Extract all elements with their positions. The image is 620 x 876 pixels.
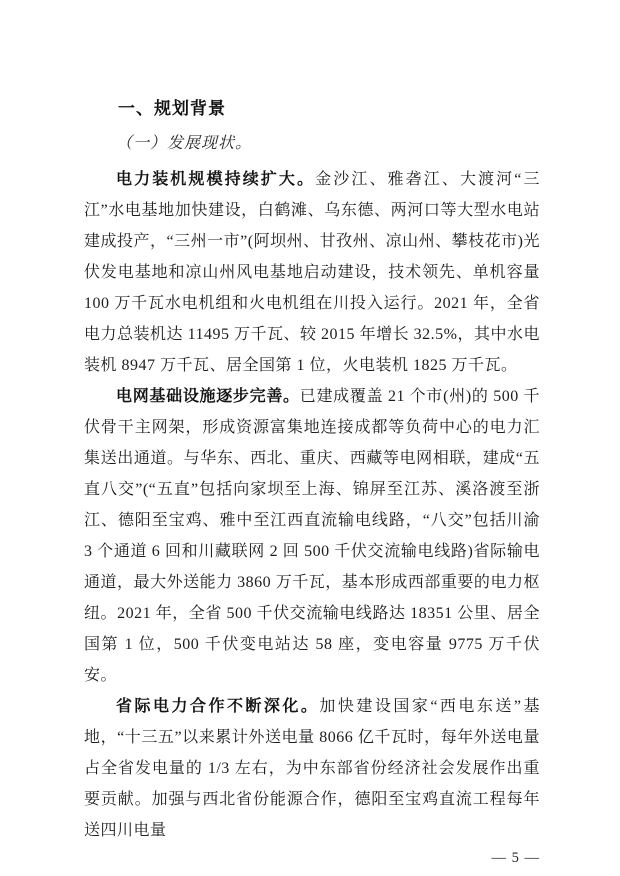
page-number: — 5 — (491, 850, 540, 866)
paragraph-grid-infrastructure (84, 381, 540, 691)
paragraph-lead: 电力装机规模持续扩大。 (116, 171, 316, 188)
subsection-heading: （一）发展现状。 (116, 135, 253, 152)
paragraph-installed-capacity (84, 164, 540, 381)
paragraph-lead: 省际电力合作不断深化。 (116, 698, 320, 715)
paragraph-text: 已建成覆盖 21 个市(州)的 500 千伏骨干主网架，形成资源富集地连接成都等负荷中心的电力汇集送出通道。与华东、西北、重庆、西藏等电网相联，建成“五直八交”(“五直”包括向家坝至上海、锦屏至江苏、溪洛渡至浙江、德阳至宝鸡、雅中至江西直流输电线路，“八交”包括川渝 3 个通道 6 回和川藏联网 2 回 500 千伏交流输电线路)省际输电通道，最大外送能力 3860 万千瓦，基本形成西部重要的电力枢纽。2021 年，全省 500 千伏交流输电线路达 18351 公里、居全国第 1 位，500 千伏变电站达 58 座，变电容量 9775 万千伏安。 (84, 388, 540, 684)
paragraph-lead: 电网基础设施逐步完善。 (116, 388, 300, 405)
paragraph-interprovincial-cooperation (84, 691, 540, 846)
paragraph-text: 加快建设国家“西电东送”基地，“十三五”以来累计外送电量 8066 亿千瓦时，每年外送电量占全省发电量的 1/3 左右，为中东部省份经济社会发展作出重要贡献。加强与西北省份能源合作，德阳至宝鸡直流工程每年送四川电量 (84, 698, 540, 839)
section-heading: 一、规划背景 (118, 99, 226, 118)
paragraph-text: 金沙江、雅砻江、大渡河“三江”水电基地加快建设，白鹤滩、乌东德、两河口等大型水电站建成投产，“三州一市”(阿坝州、甘孜州、凉山州、攀枝花市)光伏发电基地和凉山州风电基地启动建设，技术领先、单机容量 100 万千瓦水电机组和火电机组在川投入运行。2021 年，全省电力总装机达 11495 万千瓦、较 2015 年增长 32.5%，其中水电装机 8947 万千瓦、居全国第 1 位，火电装机 1825 万千瓦。 (84, 171, 540, 374)
